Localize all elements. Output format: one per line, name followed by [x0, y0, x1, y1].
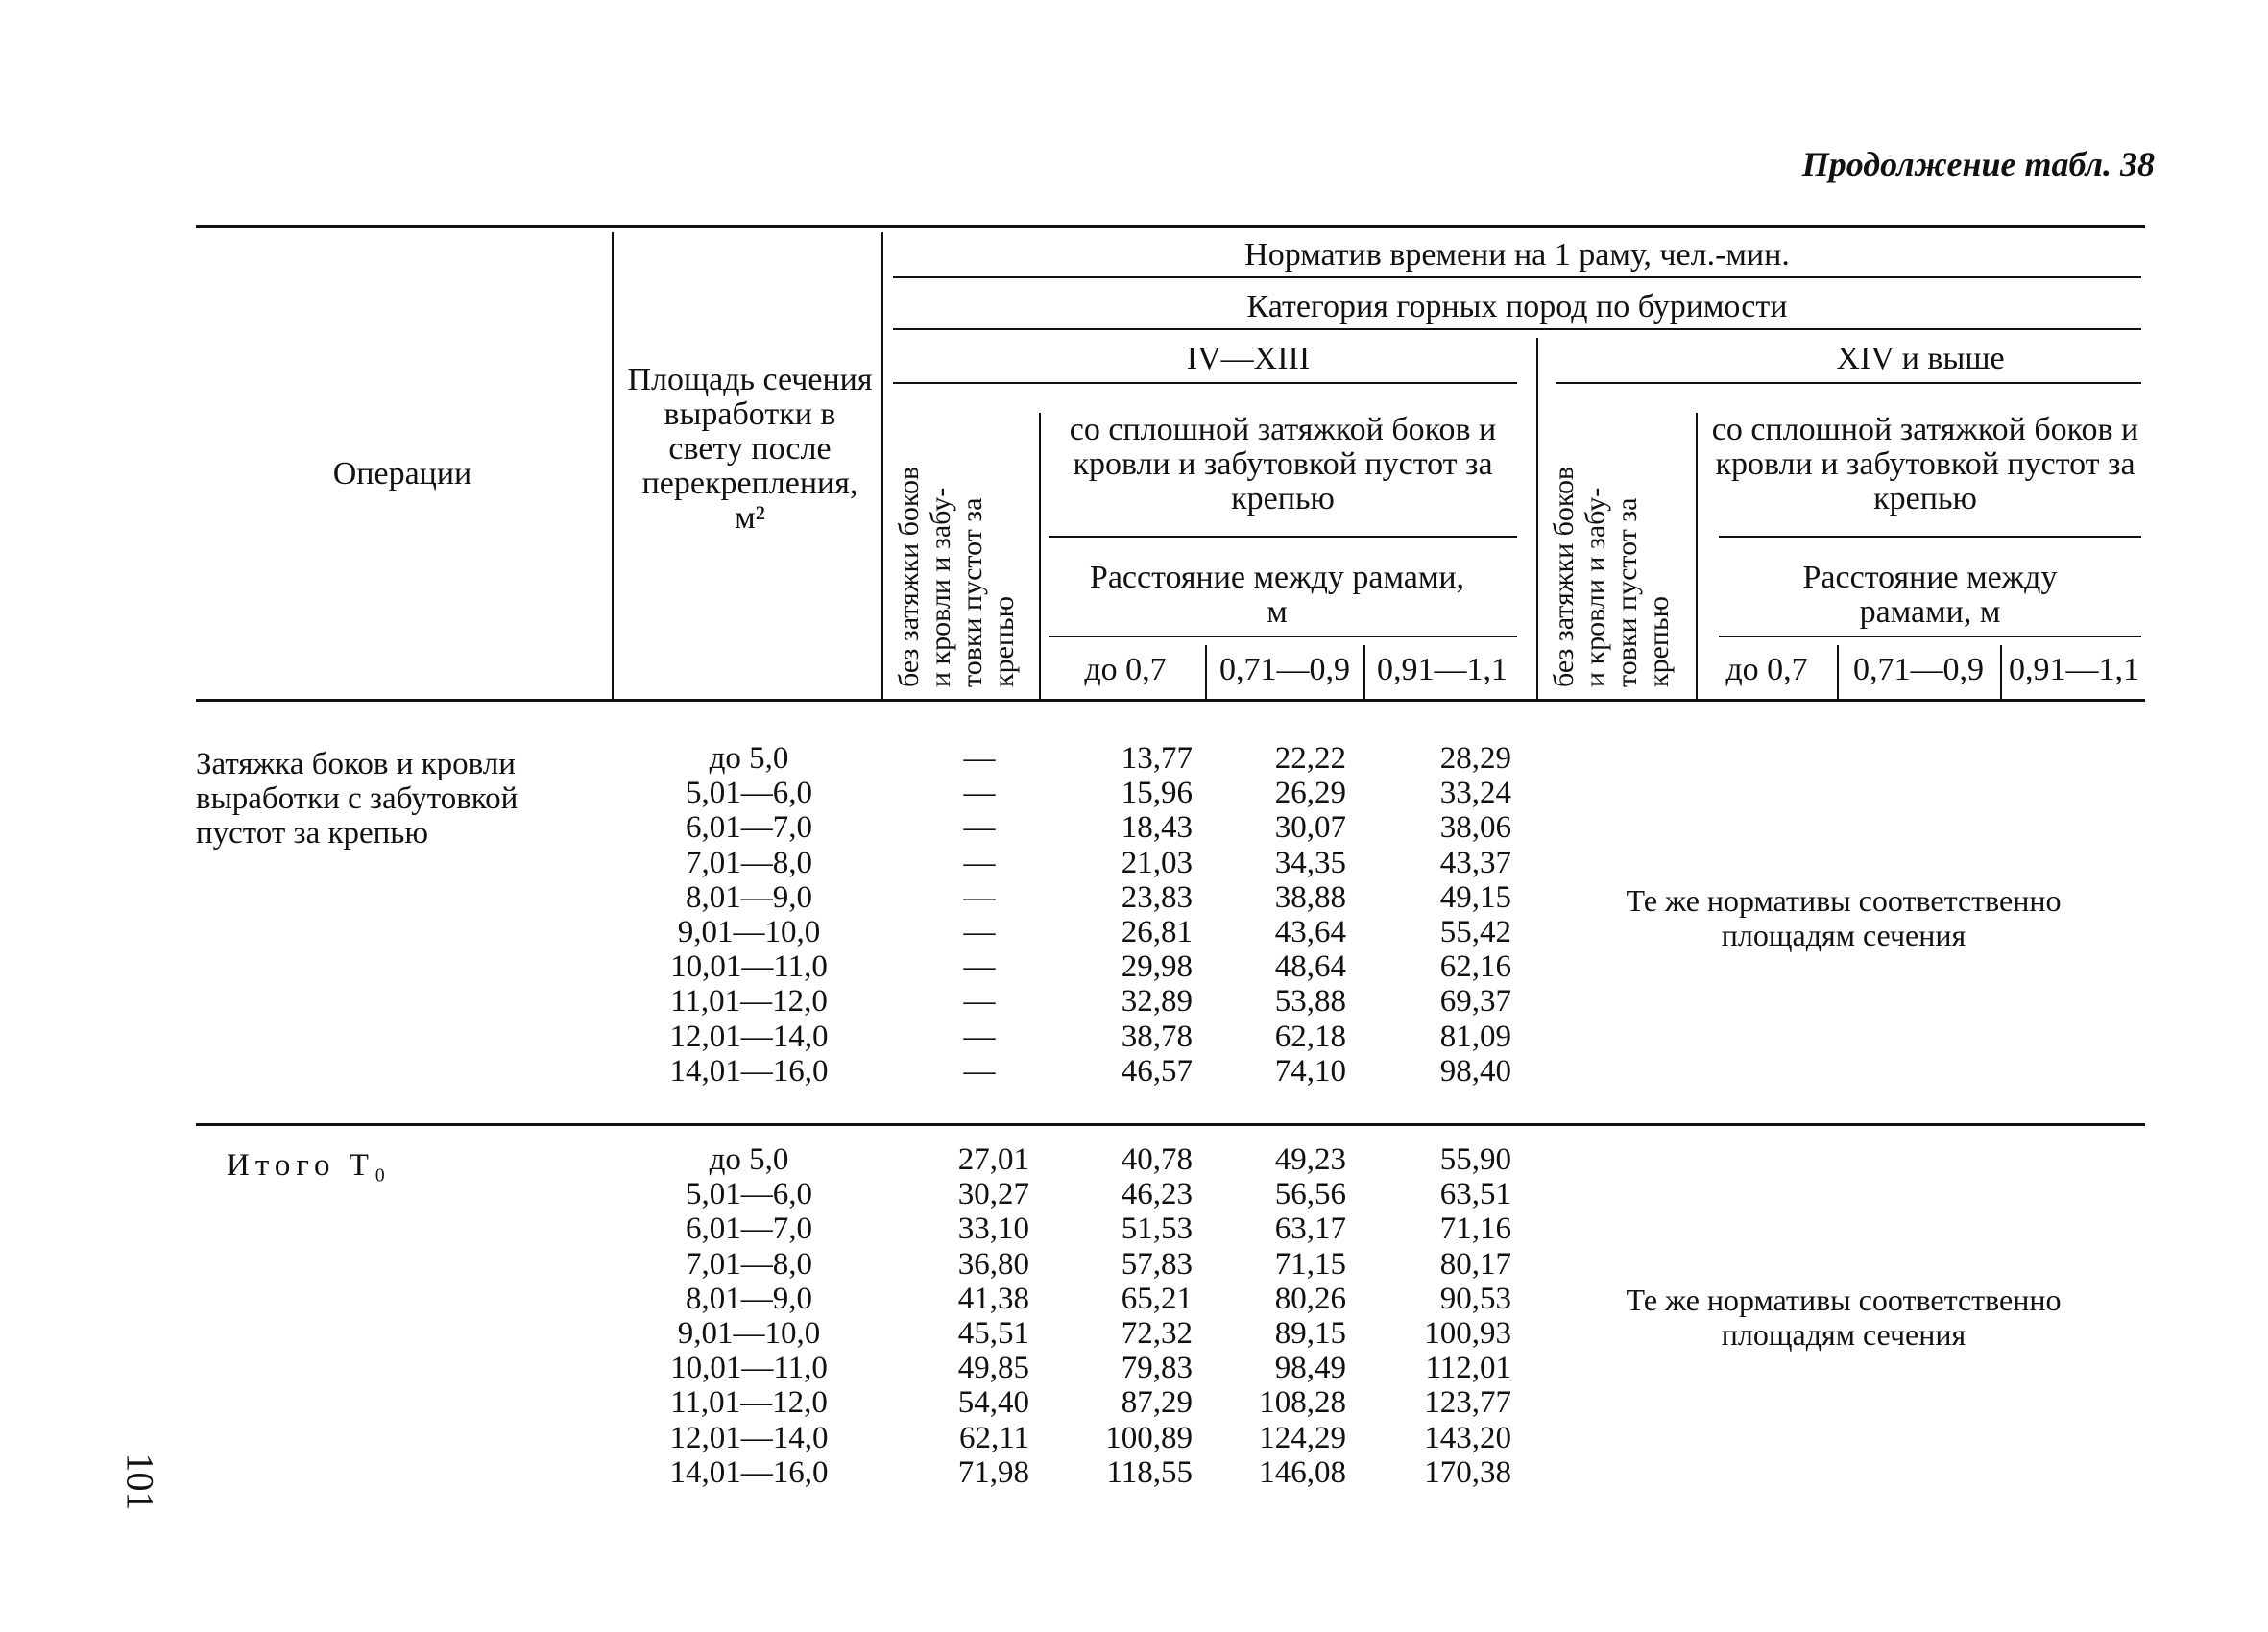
- header-without-g1: без затяжки боков и кровли и забу- товки пустот за крепью: [893, 466, 1020, 687]
- rule-g2-d: [1719, 636, 2141, 637]
- table-cell: 62,11: [958, 1420, 1029, 1455]
- table-cell: 89,15: [1274, 1315, 1346, 1351]
- section1-d3-column: [1367, 741, 1511, 1089]
- header-d3-g1: 0,91—1,1: [1377, 652, 1508, 687]
- header-d1-g2: до 0,7: [1725, 652, 1808, 687]
- header-without-g2: без затяжки боков и кровли и забу- товки пустот за крепью: [1548, 466, 1675, 687]
- table-cell: 6,01—7,0: [686, 810, 812, 846]
- table-cell: 26,29: [1274, 776, 1346, 811]
- table-cell: 29,98: [1121, 949, 1193, 985]
- table-cell: 46,23: [1121, 1177, 1193, 1212]
- section1-operation: Затяжка боков и кровли выработки с забутовкой пустот за крепью: [196, 747, 519, 851]
- table-cell: 80,17: [1439, 1246, 1511, 1282]
- section-divider-rule: [196, 1123, 2145, 1126]
- table-cell: 87,29: [1121, 1385, 1193, 1421]
- table-cell: 34,35: [1274, 845, 1346, 880]
- table-cell: 6,01—7,0: [686, 1212, 812, 1247]
- table-cell: 79,83: [1121, 1351, 1193, 1386]
- table-cell: 23,83: [1121, 879, 1193, 915]
- table-cell: 49,85: [957, 1351, 1029, 1386]
- table-cell: 100,89: [1105, 1420, 1193, 1455]
- header-operations: Операции: [332, 456, 472, 492]
- table-cell: 112,01: [1425, 1351, 1511, 1386]
- table-cell: 38,06: [1439, 810, 1511, 846]
- table-cell: 63,51: [1439, 1177, 1511, 1212]
- table-cell: 36,80: [957, 1246, 1029, 1282]
- section1-without-column: [931, 741, 1027, 1089]
- table-cell: 57,83: [1121, 1246, 1193, 1282]
- header-d1-g1: до 0,7: [1084, 652, 1167, 687]
- header-with-g2: со сплошной затяжкой боков и кровли и забутовкой пустот за крепью: [1711, 412, 2139, 516]
- table-cell: 33,24: [1439, 776, 1511, 811]
- table-cell: 38,88: [1274, 879, 1346, 915]
- table-cell: —: [963, 914, 996, 949]
- table-cell: 63,17: [1274, 1212, 1346, 1247]
- table-cell: до 5,0: [709, 741, 789, 776]
- header-with-g1: со сплошной затяжкой боков и кровли и забутовкой пустот за крепью: [1069, 412, 1497, 516]
- table-cell: 7,01—8,0: [686, 845, 812, 880]
- table-cell: 21,03: [1121, 845, 1193, 880]
- table-cell: 13,77: [1121, 741, 1193, 776]
- table-cell: 38,78: [1121, 1019, 1193, 1054]
- rule-g1-distance: [1049, 536, 1517, 538]
- table-cell: 43,37: [1439, 845, 1511, 880]
- table-cell: 22,22: [1274, 741, 1346, 776]
- table-cell: 43,64: [1274, 914, 1346, 949]
- section2-without-column: [912, 1142, 1029, 1490]
- table-cell: 15,96: [1121, 776, 1193, 811]
- table-cell: 11,01—12,0: [670, 984, 828, 1020]
- table-cell: 49,23: [1274, 1142, 1346, 1177]
- table-cell: 48,64: [1274, 949, 1346, 985]
- table-cell: 62,16: [1439, 949, 1511, 985]
- divider-g2-without: [1696, 413, 1698, 699]
- table-cell: 8,01—9,0: [686, 1281, 812, 1316]
- table-cell: 8,01—9,0: [686, 879, 812, 915]
- table-cell: 27,01: [957, 1142, 1029, 1177]
- table-cell: 49,15: [1439, 879, 1511, 915]
- page-number: 101: [118, 1452, 162, 1511]
- table-caption: Продолжение табл. 38: [1801, 145, 2155, 183]
- table-cell: 98,49: [1274, 1351, 1346, 1386]
- table-cell: 9,01—10,0: [677, 1315, 821, 1351]
- header-d3-g2: 0,91—1,1: [2009, 652, 2139, 687]
- table-cell: 74,10: [1274, 1053, 1346, 1089]
- table-cell: 71,16: [1439, 1212, 1511, 1247]
- header-d2-g1: 0,71—0,9: [1219, 652, 1350, 687]
- rule-g1-d: [1049, 636, 1517, 637]
- table-cell: 98,40: [1439, 1053, 1511, 1089]
- table-cell: 124,29: [1259, 1420, 1346, 1455]
- header-group1: IV—XIII: [1186, 341, 1311, 376]
- table-cell: —: [963, 949, 996, 985]
- table-cell: —: [963, 1019, 996, 1054]
- table-cell: 51,53: [1121, 1212, 1193, 1247]
- header-bottom-rule: [196, 699, 2145, 702]
- table-cell: 118,55: [1106, 1454, 1193, 1490]
- divider-ops-area: [612, 232, 614, 699]
- table-cell: 72,32: [1121, 1315, 1193, 1351]
- table-cell: 32,89: [1121, 984, 1193, 1020]
- table-cell: 7,01—8,0: [686, 1246, 812, 1282]
- table-cell: 40,78: [1121, 1142, 1193, 1177]
- section2-d1-column: [1056, 1142, 1193, 1490]
- header-d2-g2: 0,71—0,9: [1853, 652, 1984, 687]
- table-cell: 18,43: [1121, 810, 1193, 846]
- table-cell: 71,15: [1274, 1246, 1346, 1282]
- header-category: Категория горных пород по буримости: [1246, 289, 1788, 324]
- table-cell: до 5,0: [709, 1142, 789, 1177]
- table-cell: 5,01—6,0: [686, 1177, 812, 1212]
- table-cell: 170,38: [1424, 1454, 1511, 1490]
- table-cell: 80,26: [1274, 1281, 1346, 1316]
- divider-area-norms: [881, 232, 883, 699]
- section2-note: Те же нормативы соответственно площадям сечения: [1626, 1283, 2062, 1352]
- table-cell: 26,81: [1121, 914, 1193, 949]
- section1-d2-column: [1210, 741, 1346, 1089]
- divider-g1-without: [1039, 413, 1041, 699]
- section1-area-column: [634, 741, 864, 1089]
- table-cell: 143,20: [1424, 1420, 1511, 1455]
- table-cell: 10,01—11,0: [670, 1351, 828, 1386]
- table-cell: —: [963, 1053, 996, 1089]
- table-cell: 33,10: [957, 1212, 1029, 1247]
- table-cell: 71,98: [957, 1454, 1029, 1490]
- table-cell: 90,53: [1439, 1281, 1511, 1316]
- table-cell: 55,42: [1439, 914, 1511, 949]
- table-cell: 62,18: [1274, 1019, 1346, 1054]
- table-cell: —: [963, 741, 996, 776]
- table-cell: 55,90: [1439, 1142, 1511, 1177]
- table-cell: 28,29: [1439, 741, 1511, 776]
- rule-under-category: [893, 328, 2141, 330]
- table-cell: 123,77: [1424, 1385, 1511, 1421]
- table-cell: 12,01—14,0: [669, 1420, 829, 1455]
- section2-operation: Итого T₀: [227, 1148, 392, 1183]
- header-distance-g2: Расстояние между рамами, м: [1802, 560, 2058, 630]
- table-cell: 69,37: [1439, 984, 1511, 1020]
- divider-g1-d12: [1205, 645, 1207, 699]
- table-cell: —: [963, 879, 996, 915]
- table-cell: 146,08: [1259, 1454, 1346, 1490]
- table-cell: 14,01—16,0: [669, 1454, 829, 1490]
- rule-g2-distance: [1719, 536, 2141, 538]
- table-cell: 10,01—11,0: [670, 949, 828, 985]
- table-cell: 108,28: [1259, 1385, 1346, 1421]
- table-cell: 30,27: [957, 1177, 1029, 1212]
- top-rule: [196, 225, 2145, 228]
- table-cell: —: [963, 984, 996, 1020]
- table-cell: 41,38: [957, 1281, 1029, 1316]
- section2-d3-column: [1367, 1142, 1511, 1490]
- table-cell: 81,09: [1439, 1019, 1511, 1054]
- section2-d2-column: [1210, 1142, 1346, 1490]
- table-cell: 46,57: [1121, 1053, 1193, 1089]
- table-cell: —: [963, 810, 996, 846]
- table-cell: 56,56: [1274, 1177, 1346, 1212]
- rule-under-norm: [893, 276, 2141, 278]
- section2-area-column: [634, 1142, 864, 1490]
- header-norm: Норматив времени на 1 раму, чел.-мин.: [1244, 237, 1790, 273]
- table-cell: 45,51: [957, 1315, 1029, 1351]
- header-area: Площадь сечения выработки в свету после перекрепления, м²: [627, 362, 873, 536]
- section1-d1-column: [1056, 741, 1193, 1089]
- table-cell: 53,88: [1274, 984, 1346, 1020]
- table-cell: 100,93: [1424, 1315, 1511, 1351]
- table-cell: —: [963, 776, 996, 811]
- table-cell: 9,01—10,0: [677, 914, 821, 949]
- divider-groups: [1536, 338, 1538, 699]
- header-distance-g1: Расстояние между рамами, м: [1089, 560, 1465, 630]
- table-cell: —: [963, 845, 996, 880]
- table-cell: 65,21: [1121, 1281, 1193, 1316]
- table-cell: 54,40: [957, 1385, 1029, 1421]
- table-cell: 11,01—12,0: [670, 1385, 828, 1421]
- table-cell: 14,01—16,0: [669, 1053, 829, 1089]
- table-cell: 30,07: [1274, 810, 1346, 846]
- table-cell: 5,01—6,0: [686, 776, 812, 811]
- table-cell: 12,01—14,0: [669, 1019, 829, 1054]
- section1-note: Те же нормативы соответственно площадям сечения: [1626, 883, 2062, 952]
- header-group2: XIV и выше: [1836, 341, 2005, 376]
